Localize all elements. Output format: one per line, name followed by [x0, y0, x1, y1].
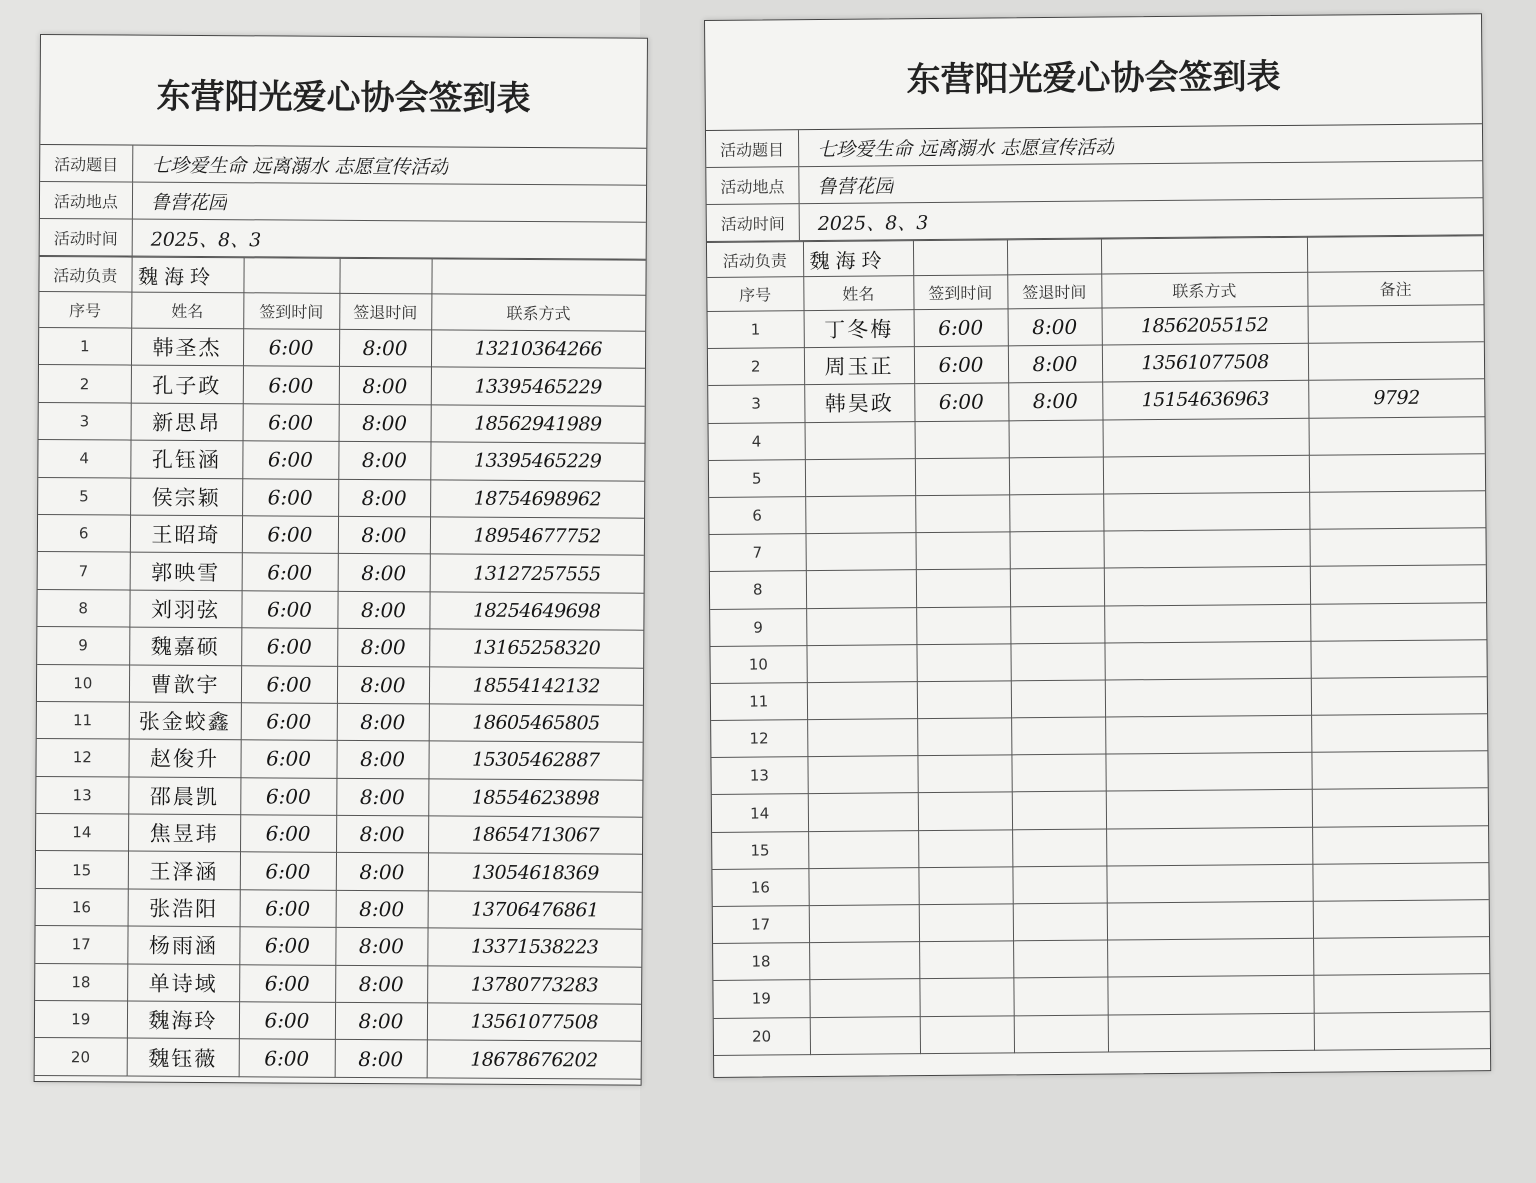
empty-cell	[1101, 237, 1307, 274]
cell-index: 13	[711, 757, 807, 795]
cell-name	[805, 458, 915, 496]
cell-index: 19	[35, 1001, 127, 1039]
cell-sign-in: 6:00	[240, 777, 336, 815]
cell-sign-out: 8:00	[338, 479, 430, 517]
info-label: 活动时间	[40, 219, 133, 256]
cell-phone: 13561077508	[427, 1003, 641, 1042]
cell-sign-in: 6:00	[243, 329, 339, 367]
cell-sign-in	[917, 755, 1011, 793]
cell-phone	[1104, 604, 1310, 643]
cell-sign-out: 8:00	[338, 554, 430, 592]
cell-phone	[1103, 455, 1309, 494]
table-row	[38, 440, 644, 481]
cell-phone: 18954677752	[430, 517, 644, 556]
cell-name	[809, 905, 919, 943]
table-row	[36, 888, 642, 929]
cell-name: 丁冬梅	[804, 310, 914, 348]
empty-cell	[1007, 239, 1101, 275]
cell-sign-in	[916, 606, 1010, 644]
cell-note	[1308, 416, 1484, 455]
cell-index: 16	[712, 868, 808, 906]
cell-name: 魏嘉硕	[129, 627, 241, 665]
cell-index: 7	[709, 534, 805, 572]
cell-note: 9792	[1308, 379, 1484, 418]
cell-sign-out	[1009, 457, 1103, 495]
cell-note	[1310, 639, 1486, 678]
cell-phone	[1104, 567, 1310, 606]
cell-index: 17	[713, 906, 809, 944]
cell-phone	[1107, 976, 1313, 1015]
cell-sign-in: 6:00	[241, 665, 337, 703]
cell-index: 13	[36, 776, 128, 814]
cell-name: 邵晨凯	[128, 777, 240, 815]
cell-sign-out	[1014, 1015, 1108, 1053]
table-row	[714, 1011, 1490, 1055]
sheet-title: 东营阳光爱心协会签到表	[40, 35, 647, 149]
header-sign-out: 签退时间	[339, 293, 431, 330]
table-row	[39, 402, 645, 443]
header-name: 姓名	[131, 292, 243, 329]
cell-sign-in: 6:00	[243, 404, 339, 442]
cell-index: 20	[714, 1017, 810, 1055]
cell-name: 韩昊政	[804, 384, 914, 422]
cell-sign-out: 8:00	[337, 591, 429, 629]
cell-phone: 15154636963	[1102, 381, 1308, 420]
cell-note	[1311, 714, 1487, 753]
empty-cell	[913, 240, 1007, 276]
cell-sign-in: 6:00	[914, 309, 1008, 347]
cell-sign-in	[919, 904, 1013, 942]
cell-name: 孔子政	[131, 365, 243, 403]
cell-sign-in	[920, 1015, 1014, 1053]
header-sign-in: 签到时间	[243, 293, 339, 330]
cell-sign-in: 6:00	[242, 516, 338, 554]
table-row	[38, 477, 644, 518]
table-row	[37, 701, 643, 742]
cell-index: 3	[708, 385, 804, 423]
table-row	[37, 627, 643, 668]
cell-sign-out: 8:00	[337, 666, 429, 704]
info-label: 活动地点	[40, 182, 133, 219]
info-label: 活动题目	[706, 130, 799, 167]
cell-sign-out	[1010, 606, 1104, 644]
cell-name	[810, 1016, 920, 1054]
cell-phone	[1103, 492, 1309, 531]
cell-name	[807, 756, 917, 794]
cell-sign-in: 6:00	[242, 441, 338, 479]
cell-name	[805, 421, 915, 459]
header-index: 序号	[39, 292, 131, 329]
cell-sign-out	[1009, 531, 1103, 569]
cell-sign-in	[916, 569, 1010, 607]
cell-note	[1312, 825, 1488, 864]
cell-sign-out	[1013, 940, 1107, 978]
cell-name	[808, 830, 918, 868]
table-row	[35, 926, 641, 967]
cell-sign-out: 8:00	[336, 778, 428, 816]
table-row	[37, 589, 643, 630]
info-value: 2025、8、3	[150, 228, 262, 251]
cell-index: 1	[708, 311, 804, 349]
cell-phone: 13165258320	[429, 629, 643, 668]
cell-sign-in	[916, 644, 1010, 682]
sign-in-sheet-left	[34, 34, 648, 1086]
cell-phone: 18605465805	[429, 704, 643, 743]
cell-phone: 13210364266	[431, 330, 645, 369]
cell-index: 11	[37, 701, 129, 739]
cell-phone: 13395465229	[431, 367, 645, 406]
cell-sign-in: 6:00	[914, 383, 1008, 421]
cell-name	[808, 793, 918, 831]
cell-sign-in	[915, 495, 1009, 533]
cell-index: 15	[36, 851, 128, 889]
cell-name	[807, 682, 917, 720]
cell-index: 15	[712, 831, 808, 869]
cell-sign-in: 6:00	[241, 628, 337, 666]
header-sign-out: 签退时间	[1007, 274, 1101, 309]
cell-index: 17	[35, 926, 127, 964]
cell-note	[1309, 453, 1485, 492]
info-label: 活动时间	[707, 204, 800, 241]
cell-sign-in: 6:00	[240, 815, 336, 853]
cell-sign-out	[1012, 829, 1106, 867]
cell-index: 19	[713, 980, 809, 1018]
cell-sign-in: 6:00	[242, 478, 338, 516]
cell-sign-in: 6:00	[241, 703, 337, 741]
cell-sign-in	[915, 420, 1009, 458]
cell-sign-in	[915, 458, 1009, 496]
cell-phone: 13395465229	[430, 442, 644, 481]
info-row-topic	[40, 145, 646, 186]
cell-sign-in: 6:00	[240, 890, 336, 928]
cell-phone: 18554142132	[429, 666, 643, 705]
cell-phone: 18562055152	[1102, 306, 1308, 345]
header-row	[39, 292, 645, 332]
cell-index: 14	[36, 814, 128, 852]
table-row	[38, 552, 644, 593]
cell-index: 16	[36, 888, 128, 926]
cell-note	[1310, 602, 1486, 641]
cell-phone: 18678676202	[427, 1040, 641, 1079]
cell-note	[1308, 342, 1484, 381]
cell-name: 赵俊升	[128, 739, 240, 777]
cell-name	[808, 867, 918, 905]
cell-name	[809, 942, 919, 980]
cell-name	[806, 607, 916, 645]
cell-name	[805, 496, 915, 534]
cell-name: 曹歆宇	[129, 665, 241, 703]
table-row	[39, 328, 645, 369]
cell-sign-in	[917, 718, 1011, 756]
cell-name: 焦昱玮	[128, 814, 240, 852]
cell-name: 郭映雪	[130, 552, 242, 590]
cell-sign-out: 8:00	[336, 741, 428, 779]
cell-sign-out: 8:00	[339, 329, 431, 367]
cell-sign-out: 8:00	[337, 628, 429, 666]
cell-name	[805, 533, 915, 571]
cell-phone: 18754698962	[430, 479, 644, 518]
leader-label: 活动负责	[39, 257, 131, 293]
cell-sign-in	[919, 978, 1013, 1016]
cell-phone	[1107, 901, 1313, 940]
cell-index: 4	[709, 422, 805, 460]
cell-sign-out: 8:00	[335, 1002, 427, 1040]
cell-sign-in	[915, 532, 1009, 570]
cell-index: 5	[38, 477, 130, 515]
cell-name	[806, 570, 916, 608]
cell-phone	[1103, 418, 1309, 457]
table-row	[39, 365, 645, 406]
cell-name: 魏钰薇	[127, 1038, 239, 1076]
cell-phone: 18654713067	[428, 816, 642, 855]
cell-name: 韩圣杰	[131, 328, 243, 366]
cell-index: 8	[37, 589, 129, 627]
cell-name: 魏海玲	[127, 1001, 239, 1039]
cell-name: 孔钰涵	[130, 440, 242, 478]
cell-phone	[1106, 827, 1312, 866]
table-row	[36, 776, 642, 817]
table-row	[35, 963, 641, 1004]
cell-phone: 18562941989	[431, 405, 645, 444]
cell-phone	[1108, 1013, 1314, 1052]
cell-index: 3	[39, 402, 131, 440]
cell-name	[807, 719, 917, 757]
cell-note	[1309, 528, 1485, 567]
cell-index: 12	[36, 739, 128, 777]
cell-note	[1309, 491, 1485, 530]
cell-index: 2	[708, 348, 804, 386]
table-row	[36, 814, 642, 855]
header-name: 姓名	[803, 276, 913, 311]
cell-sign-in	[917, 681, 1011, 719]
empty-cell	[339, 258, 431, 294]
empty-cell	[431, 259, 645, 295]
cell-index: 18	[35, 963, 127, 1001]
cell-sign-out: 8:00	[336, 890, 428, 928]
cell-sign-out	[1009, 494, 1103, 532]
sheet-title: 东营阳光爱心协会签到表	[705, 14, 1482, 131]
cell-sign-out	[1012, 866, 1106, 904]
cell-sign-in: 6:00	[243, 366, 339, 404]
cell-sign-out: 8:00	[335, 1040, 427, 1078]
cell-sign-in: 6:00	[240, 852, 336, 890]
attendance-table	[35, 256, 646, 1079]
table-row	[35, 1038, 641, 1079]
cell-sign-in	[919, 941, 1013, 979]
cell-phone: 13706476861	[428, 891, 642, 930]
cell-index: 14	[712, 794, 808, 832]
header-contact: 联系方式	[431, 294, 645, 331]
cell-phone: 13371538223	[427, 928, 641, 967]
cell-index: 2	[39, 365, 131, 403]
cell-note	[1314, 1011, 1490, 1050]
cell-index: 20	[35, 1038, 127, 1076]
cell-sign-in	[918, 792, 1012, 830]
cell-sign-out: 8:00	[335, 965, 427, 1003]
cell-sign-out	[1013, 977, 1107, 1015]
table-row	[36, 739, 642, 780]
cell-phone	[1107, 938, 1313, 977]
leader-row	[39, 257, 645, 296]
info-value: 七珍爱生命 远离溺水 志愿宣传活动	[151, 154, 449, 178]
info-value: 鲁营花园	[817, 174, 894, 198]
leader-name: 魏海玲	[803, 241, 913, 277]
attendance-table	[707, 235, 1490, 1055]
cell-index: 11	[711, 683, 807, 721]
table-row	[36, 851, 642, 892]
cell-phone	[1105, 678, 1311, 717]
cell-sign-in: 6:00	[239, 964, 335, 1002]
cell-index: 6	[38, 514, 130, 552]
info-label: 活动题目	[40, 145, 133, 182]
cell-name: 刘羽弦	[129, 590, 241, 628]
cell-note	[1311, 677, 1487, 716]
cell-name: 新思昂	[131, 403, 243, 441]
cell-note	[1311, 751, 1487, 790]
header-sign-in: 签到时间	[913, 275, 1007, 310]
empty-cell	[243, 258, 339, 294]
cell-sign-out	[1011, 680, 1105, 718]
leader-name: 魏海玲	[131, 257, 243, 293]
leader-label: 活动负责	[707, 242, 803, 278]
cell-sign-in: 6:00	[242, 553, 338, 591]
cell-index: 10	[710, 645, 806, 683]
cell-index: 10	[37, 664, 129, 702]
cell-note	[1313, 974, 1489, 1013]
cell-sign-in: 6:00	[239, 927, 335, 965]
cell-sign-out: 8:00	[338, 442, 430, 480]
cell-sign-out: 8:00	[336, 815, 428, 853]
cell-phone: 18554623898	[428, 779, 642, 818]
info-label: 活动地点	[706, 167, 799, 204]
cell-note	[1312, 862, 1488, 901]
cell-sign-out: 8:00	[336, 853, 428, 891]
cell-sign-out: 8:00	[339, 404, 431, 442]
cell-sign-out	[1012, 791, 1106, 829]
cell-phone: 13054618369	[428, 853, 642, 892]
cell-sign-out	[1010, 568, 1104, 606]
cell-phone	[1106, 864, 1312, 903]
info-value: 七珍爱生命 远离溺水 志愿宣传活动	[817, 135, 1115, 161]
info-row-time	[40, 219, 646, 260]
cell-sign-in	[918, 829, 1012, 867]
info-value: 鲁营花园	[150, 191, 228, 214]
info-value: 2025、8、3	[817, 211, 929, 235]
cell-name	[809, 979, 919, 1017]
cell-name: 单诗域	[127, 964, 239, 1002]
cell-sign-in: 6:00	[241, 590, 337, 628]
sign-in-sheet-right	[704, 13, 1491, 1078]
cell-phone: 15305462887	[428, 741, 642, 780]
header-index: 序号	[707, 277, 803, 312]
cell-note	[1313, 937, 1489, 976]
cell-sign-out: 8:00	[1008, 382, 1102, 420]
cell-name: 王昭琦	[130, 515, 242, 553]
header-contact: 联系方式	[1101, 272, 1307, 308]
cell-index: 7	[38, 552, 130, 590]
cell-note	[1312, 788, 1488, 827]
cell-sign-out: 8:00	[335, 928, 427, 966]
cell-sign-in	[918, 867, 1012, 905]
table-row	[35, 1001, 641, 1042]
cell-phone	[1106, 790, 1312, 829]
cell-name: 侯宗颖	[130, 478, 242, 516]
cell-name: 杨雨涵	[127, 926, 239, 964]
info-row-location	[40, 182, 646, 223]
cell-phone: 13127257555	[430, 554, 644, 593]
cell-note	[1308, 305, 1484, 344]
cell-note	[1313, 900, 1489, 939]
cell-sign-out: 8:00	[338, 516, 430, 554]
cell-name: 张浩阳	[128, 889, 240, 927]
cell-name: 张金蛟鑫	[129, 702, 241, 740]
cell-index: 1	[39, 328, 131, 366]
cell-sign-in: 6:00	[914, 346, 1008, 384]
cell-sign-out	[1013, 903, 1107, 941]
cell-sign-in: 6:00	[239, 1002, 335, 1040]
cell-index: 4	[38, 440, 130, 478]
cell-index: 5	[709, 459, 805, 497]
cell-name: 王泽涵	[128, 852, 240, 890]
cell-phone	[1104, 641, 1310, 680]
cell-phone	[1103, 529, 1309, 568]
cell-index: 9	[37, 627, 129, 665]
cell-sign-out	[1011, 717, 1105, 755]
cell-sign-out: 8:00	[337, 703, 429, 741]
cell-index: 12	[711, 720, 807, 758]
cell-sign-in: 6:00	[240, 740, 336, 778]
cell-index: 18	[713, 943, 809, 981]
cell-sign-out	[1009, 420, 1103, 458]
cell-sign-out: 8:00	[1008, 345, 1102, 383]
empty-cell	[1307, 236, 1483, 273]
cell-sign-out: 8:00	[1008, 308, 1102, 346]
cell-sign-out: 8:00	[339, 367, 431, 405]
cell-name: 周玉正	[804, 347, 914, 385]
cell-sign-in: 6:00	[239, 1039, 335, 1077]
cell-index: 9	[710, 608, 806, 646]
cell-phone	[1105, 715, 1311, 754]
cell-phone: 13780773283	[427, 966, 641, 1005]
cell-sign-out	[1010, 643, 1104, 681]
table-row	[38, 514, 644, 555]
cell-note	[1310, 565, 1486, 604]
cell-name	[806, 644, 916, 682]
cell-phone	[1105, 752, 1311, 791]
header-note: 备注	[1307, 271, 1483, 307]
cell-phone: 13561077508	[1102, 343, 1308, 382]
cell-index: 8	[710, 571, 806, 609]
cell-index: 6	[709, 497, 805, 535]
cell-phone: 18254649698	[429, 592, 643, 631]
table-row	[37, 664, 643, 705]
cell-sign-out	[1011, 754, 1105, 792]
